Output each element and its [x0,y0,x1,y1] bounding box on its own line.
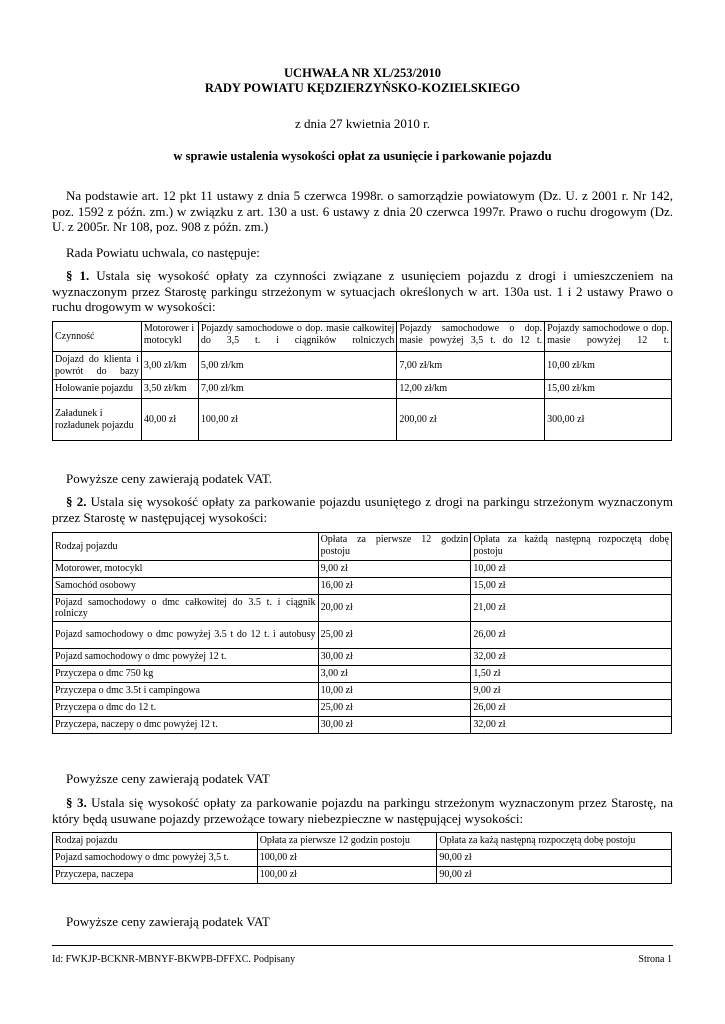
table-cell: 1,50 zł [471,666,672,683]
table-cell: Pojazd samochodowy o dmc całkowitej do 3.5 t. i ciągnik rolniczy [53,595,319,622]
table-cell: 3,50 zł/km [141,380,198,399]
page-number: Strona 1 [638,954,672,965]
table-header-row [53,833,672,850]
table-header-cell: Pojazdy samochodowe o dop. masie całkowitej do 3,5 t. i ciągników rolniczych [198,322,397,352]
table-cell: 5,00 zł/km [198,352,397,380]
table-cell: 10,00 zł/km [545,352,672,380]
table-cell: 25,00 zł [318,700,471,717]
table-header-cell: Pojazdy samochodowe o dop. masie powyżej 3,5 t. do 12 t. [397,322,545,352]
table-cell: 3,00 zł/km [141,352,198,380]
table-cell: 20,00 zł [318,595,471,622]
section-1-vat-note: Powyższe ceny zawierają podatek VAT. [66,471,273,486]
table-header-cell: Opłata za każą następną rozpoczętą dobę postoju [437,833,672,850]
section-3-mark: § 3. [66,795,87,810]
table-row [53,649,672,666]
section-2-paragraph [52,494,673,525]
table-cell: Przyczepa, naczepy o dmc powyżej 12 t. [53,717,319,734]
table-cell: Przyczepa, naczepa [53,867,258,884]
table-row [53,850,672,867]
document-subject: w sprawie ustalenia wysokości opłat za usunięcie i parkowanie pojazdu [173,149,552,163]
table-cell: Holowanie pojazdu [53,380,142,399]
table-cell: 15,00 zł/km [545,380,672,399]
table-cell: Pojazd samochodowy o dmc powyżej 3,5 t. [53,850,258,867]
table-row [53,595,672,622]
hazardous-parking-fees-table [52,832,672,884]
table-cell: 32,00 zł [471,649,672,666]
table-cell: 100,00 zł [198,399,397,441]
table-cell: 300,00 zł [545,399,672,441]
table-cell: 90,00 zł [437,850,672,867]
table-cell: 7,00 zł/km [397,352,545,380]
table-header-row [53,322,672,352]
table-row [53,683,672,700]
table-cell: Załadunek i rozładunek pojazdu [53,399,142,441]
table-header-row [53,533,672,561]
table-cell: 9,00 zł [471,683,672,700]
parking-fees-table [52,532,672,734]
table-cell: 32,00 zł [471,717,672,734]
table-header-cell: Motorower i motocykl [141,322,198,352]
table-cell: 25,00 zł [318,622,471,649]
table-row [53,717,672,734]
table-header-cell: Opłata za każdą następną rozpoczętą dobę postoju [471,533,672,561]
section-3-vat-note: Powyższe ceny zawierają podatek VAT [66,914,270,929]
section-3-text: Ustala się wysokość opłaty za parkowanie pojazdu na parkingu strzeżonym wyznaczonym przez Starostę, na który będą usuwane pojazdy przewożące towary niebezpieczne w następującej wysokości: [52,795,673,826]
table-cell: 10,00 zł [471,561,672,578]
document-title: UCHWAŁA NR XL/253/2010 [284,66,441,80]
table-cell: Dojazd do klienta i powrót do bazy [53,352,142,380]
table-header-cell: Rodzaj pojazdu [53,833,258,850]
table-cell: 7,00 zł/km [198,380,397,399]
table-header-cell: Czynność [53,322,142,352]
table-row [53,352,672,380]
table-header-cell: Opłata za pierwsze 12 godzin postoju [318,533,471,561]
table-row [53,622,672,649]
table-row [53,700,672,717]
table-cell: 90,00 zł [437,867,672,884]
table-header-cell: Rodzaj pojazdu [53,533,319,561]
table-cell: Motorower, motocykl [53,561,319,578]
table-row [53,380,672,399]
table-cell: 30,00 zł [318,717,471,734]
section-2-mark: § 2. [66,494,87,509]
table-header-cell: Opłata za pierwsze 12 godzin postoju [257,833,437,850]
resolution-statement: Rada Powiatu uchwala, co następuje: [66,245,260,260]
section-3-paragraph [52,795,673,826]
table-cell: 15,00 zł [471,578,672,595]
table-cell: 16,00 zł [318,578,471,595]
table-cell: Przyczepa o dmc 750 kg [53,666,319,683]
document-issuer: RADY POWIATU KĘDZIERZYŃSKO-KOZIELSKIEGO [204,81,521,95]
document-id: Id: FWKJP-BCKNR-MBNYF-BKWPB-DFFXC. Podpisany [52,954,296,965]
table-cell: Pojazd samochodowy o dmc powyżej 3.5 t do 12 t. i autobusy [53,622,319,649]
table-cell: 3,00 zł [318,666,471,683]
table-row [53,867,672,884]
section-2-vat-note: Powyższe ceny zawierają podatek VAT [66,771,270,786]
table-cell: 12,00 zł/km [397,380,545,399]
table-cell: Przyczepa o dmc 3.5t i campingowa [53,683,319,700]
table-row [53,666,672,683]
table-row [53,578,672,595]
legal-basis-paragraph: Na podstawie art. 12 pkt 11 ustawy z dnia 5 czerwca 1998r. o samorządzie powiatowym (Dz. U. z 2001 r. Nr 142, poz. 1592 z późn. zm.) w związku z art. 130 a ust. 6 ustawy z dnia 20 czerwca 1997r. Prawo o ruchu drogowym (Dz. U. z 2005r. Nr 108, poz. 908 z późn. zm.) [52,188,673,234]
section-2-text: Ustala się wysokość opłaty za parkowanie pojazdu usuniętego z drogi na parkingu strzeżonym wyznaczonym przez Starostę w następującej wysokości: [52,494,673,525]
section-1-paragraph [52,268,673,315]
table-cell: 30,00 zł [318,649,471,666]
footer-divider [52,945,673,946]
table-cell: 100,00 zł [257,867,437,884]
table-row [53,561,672,578]
table-cell: Samochód osobowy [53,578,319,595]
table-cell: 26,00 zł [471,700,672,717]
table-cell: 10,00 zł [318,683,471,700]
document-date: z dnia 27 kwietnia 2010 r. [294,116,431,131]
towing-fees-table [52,321,672,441]
table-cell: Przyczepa o dmc do 12 t. [53,700,319,717]
table-cell: Pojazd samochodowy o dmc powyżej 12 t. [53,649,319,666]
section-1-text: Ustala się wysokość opłaty za czynności związane z usunięciem pojazdu z drogi i umieszczeniem na wyznaczonym przez Starostę parkingu strzeżonym w sytuacjach określonych w art. 130a ust. 1 i 2 ustawy Prawo o ruchu drogowym w wysokości: [52,268,674,314]
table-header-cell: Pojazdy samochodowe o dop. masie powyżej 12 t. [545,322,672,352]
table-row [53,399,672,441]
table-cell: 40,00 zł [141,399,198,441]
table-cell: 26,00 zł [471,622,672,649]
table-cell: 200,00 zł [397,399,545,441]
table-cell: 100,00 zł [257,850,437,867]
table-cell: 21,00 zł [471,595,672,622]
section-1-mark: § 1. [66,268,90,283]
table-cell: 9,00 zł [318,561,471,578]
